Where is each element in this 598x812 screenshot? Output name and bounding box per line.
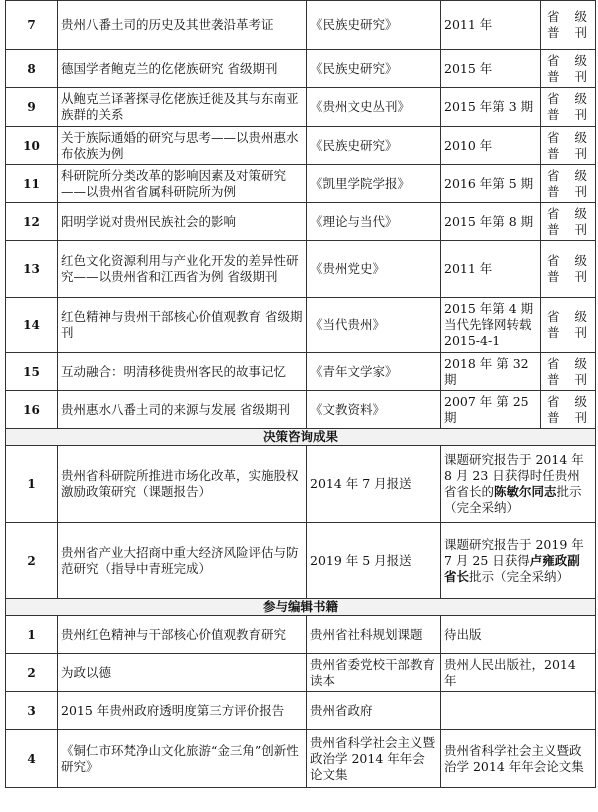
report-result	[441, 523, 596, 599]
row-number: 1	[6, 446, 58, 523]
section-heading-books: 参与编辑书籍	[6, 599, 596, 616]
publish-date: 2015 年第 8 期	[441, 203, 541, 241]
report-submitted: 2014 年 7 月报送	[307, 446, 441, 523]
row-number: 11	[6, 165, 58, 203]
paper-title: 红色精神与贵州干部核心价值观教育 省级期刊	[58, 298, 307, 353]
journal-name: 《贵州党史》	[307, 241, 441, 298]
journal-name: 《青年文学家》	[307, 353, 441, 391]
official-name: 陈敏尔同志	[494, 484, 557, 499]
journal-level: 省 级 普 刊	[541, 50, 596, 88]
row-number: 13	[6, 241, 58, 298]
table-row	[6, 241, 596, 298]
journal-level: 省 级 普 刊	[541, 165, 596, 203]
paper-title: 科研院所分类改革的影响因素及对策研究——以贵州省省属科研院所为例	[58, 165, 307, 203]
row-number: 12	[6, 203, 58, 241]
table-row	[6, 353, 596, 391]
book-source: 贵州省政府	[307, 692, 441, 730]
book-title: 为政以德	[58, 654, 307, 692]
table-row	[6, 654, 596, 692]
publish-date: 2015 年第 4 期 当代先锋网转载 2015-4-1	[441, 298, 541, 353]
row-number: 1	[6, 616, 58, 654]
journal-name: 《凯里学院学报》	[307, 165, 441, 203]
result-text: 课题研究报告于 2019 年 7 月 25 日获得	[444, 536, 584, 568]
table-row	[6, 165, 596, 203]
book-title: 贵州红色精神与干部核心价值观教育研究	[58, 616, 307, 654]
paper-title: 从鲍克兰译著探寻仡佬族迁徙及其与东南亚族群的关系	[58, 88, 307, 127]
table-row	[6, 1, 596, 50]
paper-title: 德国学者鲍克兰的仡佬族研究 省级期刊	[58, 50, 307, 88]
journal-level: 省 级 普 刊	[541, 203, 596, 241]
journal-level: 省 级 普 刊	[541, 353, 596, 391]
table-row	[6, 616, 596, 654]
publish-date: 2018 年 第 32 期	[441, 353, 541, 391]
book-title: 《铜仁市环梵净山文化旅游“金三角”创新性研究》	[58, 730, 307, 788]
journal-level: 省 级 普 刊	[541, 241, 596, 298]
table-row	[6, 692, 596, 730]
journal-name: 《民族史研究》	[307, 50, 441, 88]
row-number: 7	[6, 1, 58, 50]
paper-title: 红色文化资源利用与产业化开发的差异性研究——以贵州省和江西省为例 省级期刊	[58, 241, 307, 298]
result-text: 课题研究报告于 2014 年 8 月 23 日获得时任贵州省省长的	[444, 452, 584, 499]
book-source: 贵州省委党校干部教育读本	[307, 654, 441, 692]
section-heading-consult: 决策咨询成果	[6, 429, 596, 446]
paper-title: 贵州惠水八番土司的来源与发展 省级期刊	[58, 391, 307, 429]
result-text: 批示（完全采纳）	[444, 484, 582, 515]
report-title: 贵州省科研院所推进市场化改革，实施股权激励政策研究（课题报告）	[58, 446, 307, 523]
publish-date: 2015 年	[441, 50, 541, 88]
publish-date: 2010 年	[441, 127, 541, 165]
book-status	[441, 692, 596, 730]
official-name: 卢雍政副省长	[444, 552, 580, 584]
journal-level: 省 级 普 刊	[541, 391, 596, 429]
row-number: 16	[6, 391, 58, 429]
table-row	[6, 298, 596, 353]
section-header-row	[6, 599, 596, 616]
book-status: 贵州人民出版社，2014 年	[441, 654, 596, 692]
journal-name: 《贵州文史丛刊》	[307, 88, 441, 127]
row-number: 9	[6, 88, 58, 127]
table-row	[6, 88, 596, 127]
book-source: 贵州省科学社会主义暨政治学 2014 年年会论文集	[307, 730, 441, 788]
achievements-table	[5, 0, 596, 788]
section-header-row	[6, 429, 596, 446]
table-row	[6, 446, 596, 523]
book-status: 待出版	[441, 616, 596, 654]
row-number: 4	[6, 730, 58, 788]
journal-name: 《民族史研究》	[307, 127, 441, 165]
publish-date: 2011 年	[441, 1, 541, 50]
row-number: 15	[6, 353, 58, 391]
publish-date: 2007 年 第 25 期	[441, 391, 541, 429]
report-submitted: 2019 年 5 月报送	[307, 523, 441, 599]
paper-title: 贵州八番土司的历史及其世袭沿革考证	[58, 1, 307, 50]
table-row	[6, 391, 596, 429]
journal-level: 省 级 普 刊	[541, 88, 596, 127]
paper-title: 互动融合：明清移徙贵州客民的故事记忆	[58, 353, 307, 391]
journal-name: 《民族史研究》	[307, 1, 441, 50]
table-row	[6, 203, 596, 241]
journal-name: 《当代贵州》	[307, 298, 441, 353]
book-title: 2015 年贵州政府透明度第三方评价报告	[58, 692, 307, 730]
journal-level: 省 级 普 刊	[541, 127, 596, 165]
journal-section	[6, 1, 596, 788]
row-number: 8	[6, 50, 58, 88]
publish-date: 2016 年第 5 期	[441, 165, 541, 203]
table-row	[6, 730, 596, 788]
row-number: 2	[6, 654, 58, 692]
row-number: 14	[6, 298, 58, 353]
journal-level: 省 级 普 刊	[541, 1, 596, 50]
paper-title: 阳明学说对贵州民族社会的影响	[58, 203, 307, 241]
table-row	[6, 50, 596, 88]
table-row	[6, 523, 596, 599]
row-number: 10	[6, 127, 58, 165]
journal-name: 《文教资料》	[307, 391, 441, 429]
row-number: 3	[6, 692, 58, 730]
book-status: 贵州省科学社会主义暨政治学 2014 年年会论文集	[441, 730, 596, 788]
journal-level: 省 级 普 刊	[541, 298, 596, 353]
table-row	[6, 127, 596, 165]
report-result	[441, 446, 596, 523]
publish-date: 2015 年第 3 期	[441, 88, 541, 127]
publish-date: 2011 年	[441, 241, 541, 298]
row-number: 2	[6, 523, 58, 599]
book-source: 贵州省社科规划课题	[307, 616, 441, 654]
report-title: 贵州省产业大招商中重大经济风险评估与防范研究（指导中青班完成）	[58, 523, 307, 599]
result-text: 批示（完全采纳）	[469, 568, 570, 584]
journal-name: 《理论与当代》	[307, 203, 441, 241]
paper-title: 关于族际通婚的研究与思考——以贵州惠水布依族为例	[58, 127, 307, 165]
